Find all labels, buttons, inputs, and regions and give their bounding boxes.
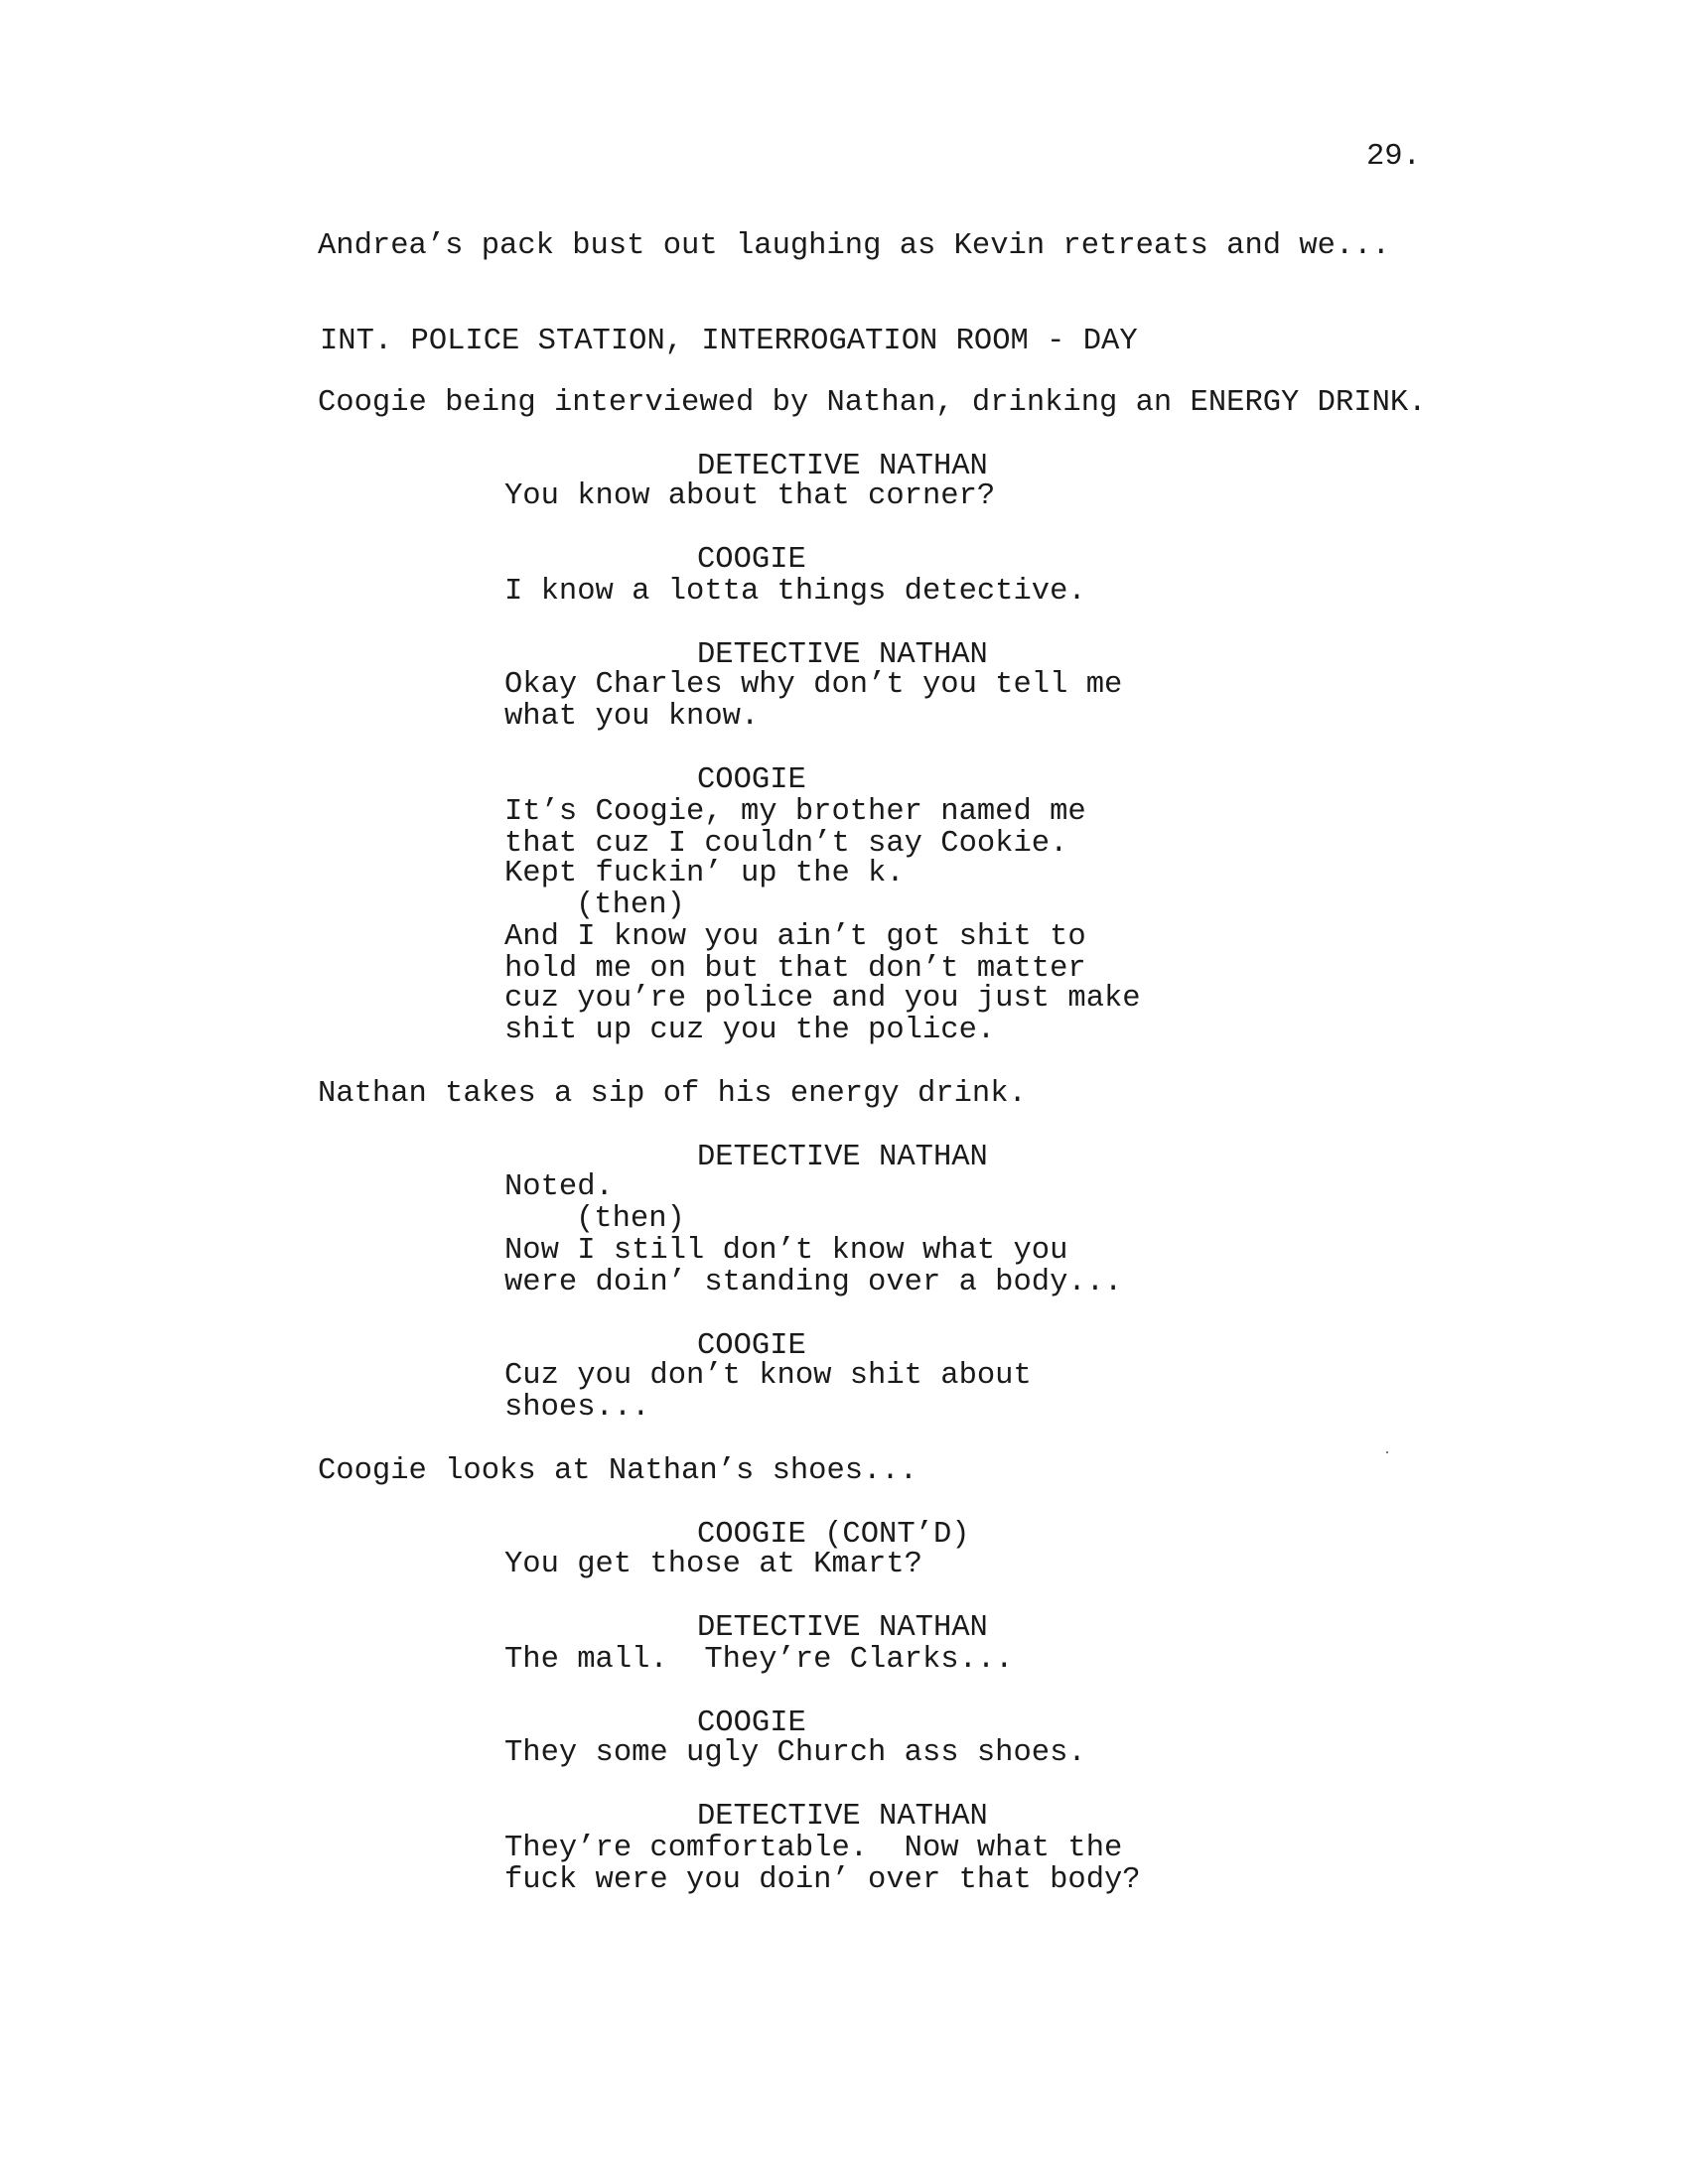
dialogue-line: cuz you’re police and you just make: [504, 982, 1141, 1016]
character-name: DETECTIVE NATHAN: [697, 1141, 988, 1174]
action-line: Nathan takes a sip of his energy drink.: [318, 1077, 1027, 1111]
dialogue-line: You get those at Kmart?: [504, 1548, 922, 1581]
dialogue-line: that cuz I couldn’t say Cookie.: [504, 827, 1068, 861]
dialogue-line: Cuz you don’t know shit about: [504, 1359, 1032, 1393]
character-name: DETECTIVE NATHAN: [697, 1800, 988, 1834]
parenthetical: (then): [576, 1202, 685, 1236]
parenthetical: (then): [576, 888, 685, 922]
dialogue-line: The mall. They’re Clarks...: [504, 1643, 1014, 1677]
dialogue-line: Okay Charles why don’t you tell me: [504, 668, 1123, 702]
dialogue-line: It’s Coogie, my brother named me: [504, 795, 1086, 829]
action-line: Coogie being interviewed by Nathan, drinking an ENERGY DRINK.: [318, 386, 1427, 420]
dialogue-line: shoes...: [504, 1391, 650, 1425]
dialogue-line: They’re comfortable. Now what the: [504, 1832, 1123, 1865]
dialogue-line: hold me on but that don’t matter: [504, 952, 1086, 986]
action-line: Andrea’s pack bust out laughing as Kevin retreats and we...: [318, 229, 1390, 263]
character-name: COOGIE: [697, 763, 806, 797]
dialogue-line: shit up cuz you the police.: [504, 1014, 996, 1047]
dialogue-line: fuck were you doin’ over that body?: [504, 1863, 1141, 1897]
character-name: COOGIE (CONT’D): [697, 1518, 970, 1552]
dialogue-line: Noted.: [504, 1170, 614, 1204]
action-line: Coogie looks at Nathan’s shoes...: [318, 1454, 917, 1488]
scene-heading: INT. POLICE STATION, INTERROGATION ROOM - DAY: [320, 325, 1138, 358]
character-name: COOGIE: [697, 1706, 806, 1740]
scan-speck: [1386, 1451, 1388, 1453]
character-name: COOGIE: [697, 543, 806, 577]
dialogue-line: Now I still don’t know what you: [504, 1234, 1068, 1268]
dialogue-line: And I know you ain’t got shit to: [504, 920, 1086, 954]
character-name: DETECTIVE NATHAN: [697, 638, 988, 672]
dialogue-line: what you know.: [504, 700, 760, 734]
dialogue-line: You know about that corner?: [504, 479, 996, 513]
character-name: DETECTIVE NATHAN: [697, 1611, 988, 1645]
character-name: COOGIE: [697, 1329, 806, 1363]
dialogue-line: Kept fuckin’ up the k.: [504, 857, 905, 890]
page-number: 29.: [1366, 140, 1421, 174]
character-name: DETECTIVE NATHAN: [697, 450, 988, 483]
dialogue-line: They some ugly Church ass shoes.: [504, 1736, 1086, 1770]
dialogue-line: were doin’ standing over a body...: [504, 1266, 1123, 1299]
dialogue-line: I know a lotta things detective.: [504, 575, 1086, 609]
